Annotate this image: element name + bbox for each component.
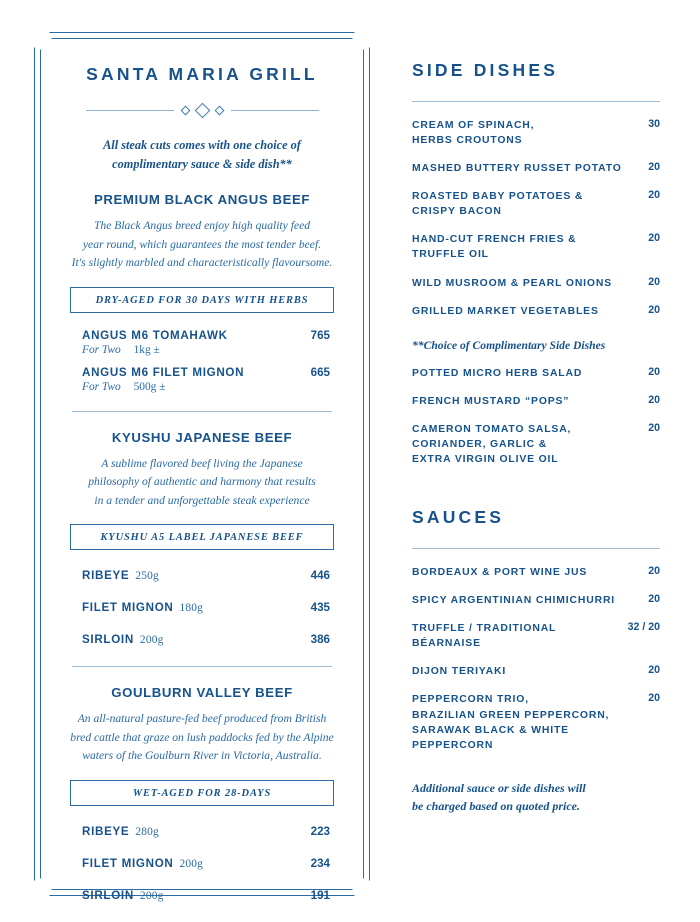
sauce-price: 20 [648, 692, 660, 705]
complimentary-row [412, 422, 660, 467]
item-subline [64, 344, 340, 356]
item-name: SIRLOIN [82, 889, 134, 903]
item-price: 191 [310, 889, 330, 903]
section-tag: DRY-AGED FOR 30 DAYS WITH HERBS [70, 287, 334, 313]
complimentary-row [412, 366, 660, 381]
footer-note [412, 779, 660, 816]
item-sub-weight: 500g ± [133, 380, 166, 393]
complimentary-price: 20 [648, 365, 660, 378]
section-divider [72, 411, 332, 412]
complimentary-price: 20 [648, 421, 660, 434]
item-label [82, 854, 203, 872]
side-dishes-list [412, 118, 660, 319]
item-price: 435 [310, 601, 330, 615]
section-black-angus [58, 192, 346, 393]
section-divider [72, 666, 332, 667]
sauce-row [412, 565, 660, 580]
item-price: 665 [310, 365, 330, 379]
side-dish-name: WILD MUSROOM & PEARL ONIONS [412, 277, 612, 289]
complimentary-note: **Choice of Complimentary Side Dishes [412, 338, 606, 352]
diamond-icon-small-right [214, 106, 224, 116]
side-dish-row [412, 189, 660, 219]
side-dish-name: ROASTED BABY POTATOES & CRISPY BACON [412, 191, 584, 218]
item-label [82, 822, 159, 840]
footer-line-1: Additional sauce or side dishes will [412, 780, 586, 795]
side-dishes-rule [412, 101, 660, 102]
menu-item [64, 886, 340, 904]
item-weight: 180g [179, 602, 204, 615]
grill-title: SANTA MARIA GRILL [86, 64, 318, 84]
sauce-price: 32 / 20 [627, 621, 660, 634]
section-goulburn [58, 685, 346, 904]
side-dish-name: MASHED BUTTERY RUSSET POTATO [412, 163, 622, 175]
desc-line-2: year round, which guarantees the most tender beef. [82, 237, 322, 251]
sauce-name: SPICY ARGENTINIAN CHIMICHURRI [412, 595, 616, 607]
side-dish-price: 30 [648, 118, 660, 130]
section-title: PREMIUM BLACK ANGUS BEEF [93, 192, 311, 208]
item-name: RIBEYE [82, 569, 130, 583]
sauces-rule [412, 548, 660, 549]
item-price: 234 [310, 857, 330, 871]
desc-line-1: The Black Angus breed enjoy high quality feed [93, 219, 311, 233]
sauce-name: DIJON TERIYAKI [412, 666, 507, 678]
section-description [60, 455, 344, 511]
diamond-divider [58, 105, 346, 116]
item-weight: 200g [179, 858, 204, 871]
sauce-price: 20 [648, 593, 660, 606]
complimentary-price: 20 [648, 393, 660, 406]
item-price: 446 [310, 569, 330, 583]
item-label [82, 886, 164, 904]
complimentary-name: CAMERON TOMATO SALSA, CORIANDER, GARLIC & EXTRA VIRGIN OLIVE OIL [412, 423, 572, 466]
menu-item [64, 366, 340, 379]
side-dish-name: GRILLED MARKET VEGETABLES [412, 305, 599, 317]
sauces-title: SAUCES [412, 507, 505, 528]
side-dish-row [412, 161, 660, 176]
menu-item [64, 329, 340, 342]
item-sub-weight: 1kg ± [133, 343, 160, 356]
side-dish-price: 20 [648, 232, 660, 245]
section-description [60, 217, 344, 273]
desc-line-3: in a tender and unforgettable steak experience [94, 493, 310, 507]
side-dish-price: 20 [648, 275, 660, 288]
sauce-row [412, 593, 660, 608]
side-dish-row [412, 276, 660, 291]
sauce-row [412, 621, 660, 651]
intro-text [64, 136, 340, 174]
sauce-price: 20 [648, 565, 660, 578]
right-panel [376, 26, 672, 902]
menu-item [64, 566, 340, 584]
sauces-list [412, 565, 660, 753]
desc-line-3: It's slightly marbled and characteristically flavoursome. [71, 256, 333, 270]
item-sub-label: For Two [82, 380, 121, 393]
section-items [64, 329, 340, 393]
side-dish-row [412, 118, 660, 148]
section-title: GOULBURN VALLEY BEEF [111, 685, 293, 701]
section-tag: WET-AGED FOR 28-DAYS [70, 780, 334, 806]
side-dish-name: HAND-CUT FRENCH FRIES & TRUFFLE OIL [412, 234, 577, 261]
desc-line-2: bred cattle that graze on lush paddocks fed by the Alpine [70, 730, 334, 744]
section-title: KYUSHU JAPANESE BEEF [111, 429, 293, 445]
desc-line-3: waters of the Goulburn River in Victoria, Australia. [82, 749, 322, 763]
section-tag: KYUSHU A5 LABEL JAPANESE BEEF [70, 524, 334, 550]
section-items [64, 822, 340, 904]
desc-line-1: A sublime flavored beef living the Japanese [101, 456, 303, 470]
sauce-row [412, 692, 660, 752]
menu-item [64, 854, 340, 872]
item-price: 386 [310, 633, 330, 647]
item-name: SIRLOIN [82, 633, 134, 647]
complimentary-row [412, 394, 660, 409]
side-dishes-title: SIDE DISHES [412, 60, 559, 80]
complimentary-name: POTTED MICRO HERB SALAD [412, 367, 583, 379]
sauce-name: PEPPERCORN TRIO, BRAZILIAN GREEN PEPPERCORN, SARAWAK BLACK & WHITE PEPPERCORN [412, 694, 610, 751]
footer-line-2: be charged based on quoted price. [412, 799, 580, 814]
item-subline [64, 381, 340, 393]
left-panel [28, 26, 376, 902]
item-weight: 280g [135, 826, 159, 839]
item-label [82, 598, 203, 616]
complimentary-list [412, 366, 660, 467]
side-dish-name: CREAM OF SPINACH, HERBS CROUTONS [412, 120, 535, 147]
item-name: RIBEYE [82, 825, 130, 839]
sauce-price: 20 [648, 664, 660, 677]
item-name: ANGUS M6 FILET MIGNON [82, 365, 245, 379]
menu-item [64, 822, 340, 840]
complimentary-name: FRENCH MUSTARD “POPS” [412, 395, 570, 407]
section-kyushu [58, 430, 346, 649]
item-name: FILET MIGNON [82, 857, 174, 871]
item-weight: 250g [135, 570, 159, 583]
item-weight: 200g [139, 634, 164, 647]
diamond-icon-center [194, 103, 210, 119]
side-dish-price: 20 [648, 161, 660, 174]
menu-item [64, 598, 340, 616]
sauce-name: BORDEAUX & PORT WINE JUS [412, 567, 588, 579]
item-sub-label: For Two [82, 343, 121, 356]
desc-line-1: An all-natural pasture-fed beef produced from British [77, 712, 327, 726]
side-dish-row [412, 304, 660, 319]
section-description [60, 710, 344, 766]
diamond-icon-small-left [180, 106, 190, 116]
side-dish-price: 20 [648, 303, 660, 316]
desc-line-2: philosophy of authentic and harmony that results [88, 475, 316, 489]
intro-line-1: All steak cuts comes with one choice of [103, 138, 301, 152]
item-price: 765 [310, 328, 330, 342]
side-dish-row [412, 232, 660, 262]
divider-line-left [86, 110, 174, 111]
sauce-name: TRUFFLE / TRADITIONAL BÉARNAISE [412, 623, 557, 650]
intro-line-2: complimentary sauce & side dish** [112, 157, 292, 172]
item-label [82, 630, 164, 648]
left-panel-content [28, 26, 376, 916]
item-label [82, 566, 159, 584]
item-price: 223 [310, 825, 330, 839]
side-dish-price: 20 [648, 189, 660, 202]
menu-item [64, 630, 340, 648]
sauce-row [412, 664, 660, 679]
section-items [64, 566, 340, 648]
item-name: ANGUS M6 TOMAHAWK [82, 328, 228, 342]
divider-line-right [231, 110, 319, 111]
item-weight: 200g [139, 890, 164, 903]
item-name: FILET MIGNON [82, 601, 174, 615]
